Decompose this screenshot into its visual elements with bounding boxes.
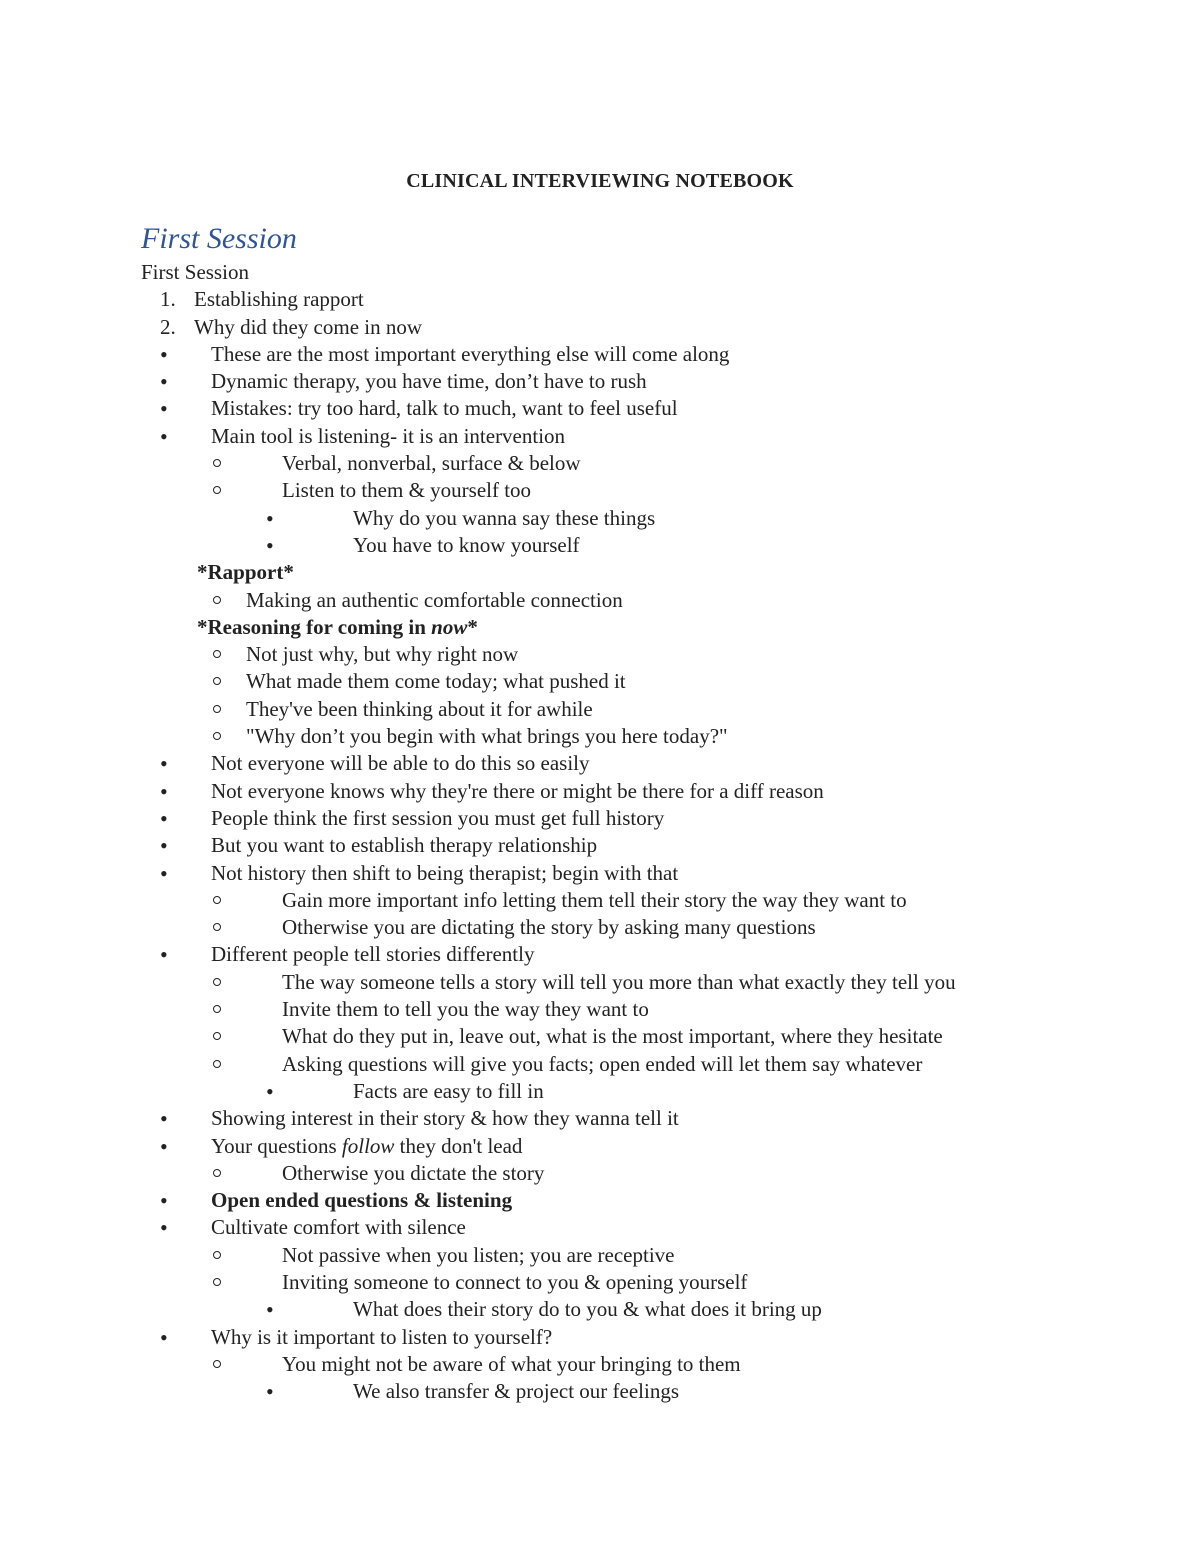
bullet-icon: •	[266, 1297, 274, 1323]
list-item-text: What made them come today; what pushed it	[246, 669, 626, 694]
circle-bullet-icon	[213, 668, 221, 695]
list-item-text: These are the most important everything else will come along	[211, 341, 730, 366]
bullet-icon: •	[266, 1379, 274, 1405]
circle-bullet-icon	[213, 723, 221, 750]
section-heading: First Session	[141, 222, 297, 255]
subheading: *Rapport*	[197, 560, 294, 585]
circle-bullet-icon	[213, 1051, 221, 1078]
list-item-text: We also transfer & project our feelings	[353, 1379, 680, 1404]
list-item-text: Gain more important info letting them tell their story the way they want to	[282, 887, 907, 912]
circle-bullet-icon	[213, 1023, 221, 1050]
list-item-text: Open ended questions & listening	[211, 1188, 513, 1213]
list-item-text: Establishing rapport	[194, 287, 364, 312]
list-item-text: Otherwise you dictate the story	[282, 1160, 545, 1185]
list-item-text: What do they put in, leave out, what is the most important, where they hesitate	[282, 1024, 943, 1049]
text-part: they don't lead	[394, 1133, 523, 1158]
list-item	[0, 368, 1200, 395]
circle-bullet-icon	[213, 1269, 221, 1296]
bullet-icon: •	[160, 751, 168, 777]
emphasis-text: now	[431, 614, 468, 639]
notes-list	[0, 259, 1200, 1405]
bullet-icon: •	[160, 423, 168, 449]
list-item-text: Making an authentic comfortable connection	[246, 587, 623, 612]
list-item	[0, 1269, 1200, 1296]
list-item	[0, 1324, 1200, 1351]
list-item	[0, 1160, 1200, 1187]
bullet-icon: •	[266, 505, 274, 531]
list-item-text: Dynamic therapy, you have time, don’t have to rush	[211, 369, 647, 394]
bullet-icon: •	[160, 369, 168, 395]
list-item	[0, 778, 1200, 805]
circle-bullet-icon	[213, 696, 221, 723]
bullet-icon: •	[160, 942, 168, 968]
text-part: Your questions	[211, 1133, 342, 1158]
list-item-text: First Session	[141, 260, 249, 284]
list-item-text: Inviting someone to connect to you & opening yourself	[282, 1269, 748, 1294]
bullet-icon: •	[160, 1188, 168, 1214]
list-item-text: The way someone tells a story will tell you more than what exactly they tell you	[282, 969, 956, 994]
bullet-icon: •	[160, 1215, 168, 1241]
list-item	[0, 1378, 1200, 1405]
list-item	[0, 587, 1200, 614]
list-item	[0, 1051, 1200, 1078]
list-item-text	[197, 614, 478, 641]
list-item-text: Main tool is listening- it is an intervention	[211, 423, 566, 448]
list-item-text: Facts are easy to fill in	[353, 1078, 544, 1103]
list-item-text: Cultivate comfort with silence	[211, 1215, 466, 1240]
list-item	[0, 614, 1200, 641]
list-item-text: "Why don’t you begin with what brings you here today?"	[246, 724, 728, 749]
list-item-text: But you want to establish therapy relationship	[211, 833, 598, 858]
list-item	[0, 805, 1200, 832]
list-number: 2.	[160, 314, 176, 339]
list-item	[0, 395, 1200, 422]
list-item	[0, 1133, 1200, 1160]
bullet-icon: •	[266, 532, 274, 558]
list-item	[0, 477, 1200, 504]
list-item	[0, 750, 1200, 777]
list-item	[0, 887, 1200, 914]
list-item-text: Different people tell stories differently	[211, 942, 535, 967]
list-item	[0, 1214, 1200, 1241]
bullet-icon: •	[266, 1078, 274, 1104]
list-number: 1.	[160, 287, 176, 312]
list-item-text: Not passive when you listen; you are receptive	[282, 1242, 675, 1267]
list-item-text: You have to know yourself	[353, 532, 580, 557]
circle-bullet-icon	[213, 887, 221, 914]
text-part: *Reasoning for coming in	[197, 614, 432, 639]
list-item-text: Asking questions will give you facts; open ended will let them say whatever	[282, 1051, 923, 1076]
list-item	[0, 286, 1200, 313]
bullet-icon: •	[160, 860, 168, 886]
list-item	[0, 1078, 1200, 1105]
list-item	[0, 1351, 1200, 1378]
circle-bullet-icon	[213, 1242, 221, 1269]
list-item	[0, 450, 1200, 477]
circle-bullet-icon	[213, 477, 221, 504]
list-item-text: Why is it important to listen to yourself?	[211, 1324, 553, 1349]
list-item	[0, 914, 1200, 941]
list-item-text: Not everyone knows why they're there or might be there for a diff reason	[211, 778, 824, 803]
circle-bullet-icon	[213, 641, 221, 668]
list-item	[0, 559, 1200, 586]
bullet-icon: •	[160, 1106, 168, 1132]
list-item-text: Not everyone will be able to do this so easily	[211, 751, 590, 776]
list-item	[0, 1105, 1200, 1132]
list-item-text: Invite them to tell you the way they want to	[282, 997, 649, 1022]
bullet-icon: •	[160, 1133, 168, 1159]
list-item	[0, 832, 1200, 859]
circle-bullet-icon	[213, 450, 221, 477]
list-item	[0, 259, 1200, 286]
circle-bullet-icon	[213, 996, 221, 1023]
list-item	[0, 423, 1200, 450]
list-item-text: Not just why, but why right now	[246, 642, 519, 667]
list-item	[0, 860, 1200, 887]
list-item	[0, 696, 1200, 723]
list-item-text	[211, 1133, 522, 1160]
list-item	[0, 1296, 1200, 1323]
bullet-icon: •	[160, 396, 168, 422]
list-item-text: You might not be aware of what your bringing to them	[282, 1351, 741, 1376]
list-item-text: Why do you wanna say these things	[353, 505, 656, 530]
page-title: CLINICAL INTERVIEWING NOTEBOOK	[406, 170, 794, 192]
list-item	[0, 314, 1200, 341]
circle-bullet-icon	[213, 587, 221, 614]
list-item	[0, 341, 1200, 368]
list-item-text: Why did they come in now	[194, 314, 423, 339]
list-item	[0, 641, 1200, 668]
list-item-text: People think the first session you must get full history	[211, 805, 665, 830]
list-item	[0, 969, 1200, 996]
list-item	[0, 668, 1200, 695]
list-item-text: Not history then shift to being therapist; begin with that	[211, 860, 679, 885]
list-item	[0, 941, 1200, 968]
bullet-icon: •	[160, 341, 168, 367]
list-item-text: Listen to them & yourself too	[282, 478, 532, 503]
bullet-icon: •	[160, 1324, 168, 1350]
circle-bullet-icon	[213, 969, 221, 996]
circle-bullet-icon	[213, 914, 221, 941]
list-item	[0, 723, 1200, 750]
bullet-icon: •	[160, 805, 168, 831]
list-item	[0, 532, 1200, 559]
list-item	[0, 1187, 1200, 1214]
text-part: *	[467, 614, 478, 639]
list-item-text: Mistakes: try too hard, talk to much, want to feel useful	[211, 396, 678, 421]
bullet-icon: •	[160, 778, 168, 804]
list-item	[0, 1242, 1200, 1269]
bullet-icon: •	[160, 833, 168, 859]
list-item	[0, 1023, 1200, 1050]
list-item-text: Verbal, nonverbal, surface & below	[282, 451, 581, 476]
circle-bullet-icon	[213, 1160, 221, 1187]
list-item-text: What does their story do to you & what does it bring up	[353, 1297, 822, 1322]
list-item-text: Showing interest in their story & how they wanna tell it	[211, 1106, 679, 1131]
circle-bullet-icon	[213, 1351, 221, 1378]
list-item	[0, 505, 1200, 532]
list-item	[0, 996, 1200, 1023]
list-item-text: Otherwise you are dictating the story by asking many questions	[282, 915, 816, 940]
list-item-text: They've been thinking about it for awhile	[246, 696, 593, 721]
emphasis-text: follow	[341, 1133, 395, 1158]
